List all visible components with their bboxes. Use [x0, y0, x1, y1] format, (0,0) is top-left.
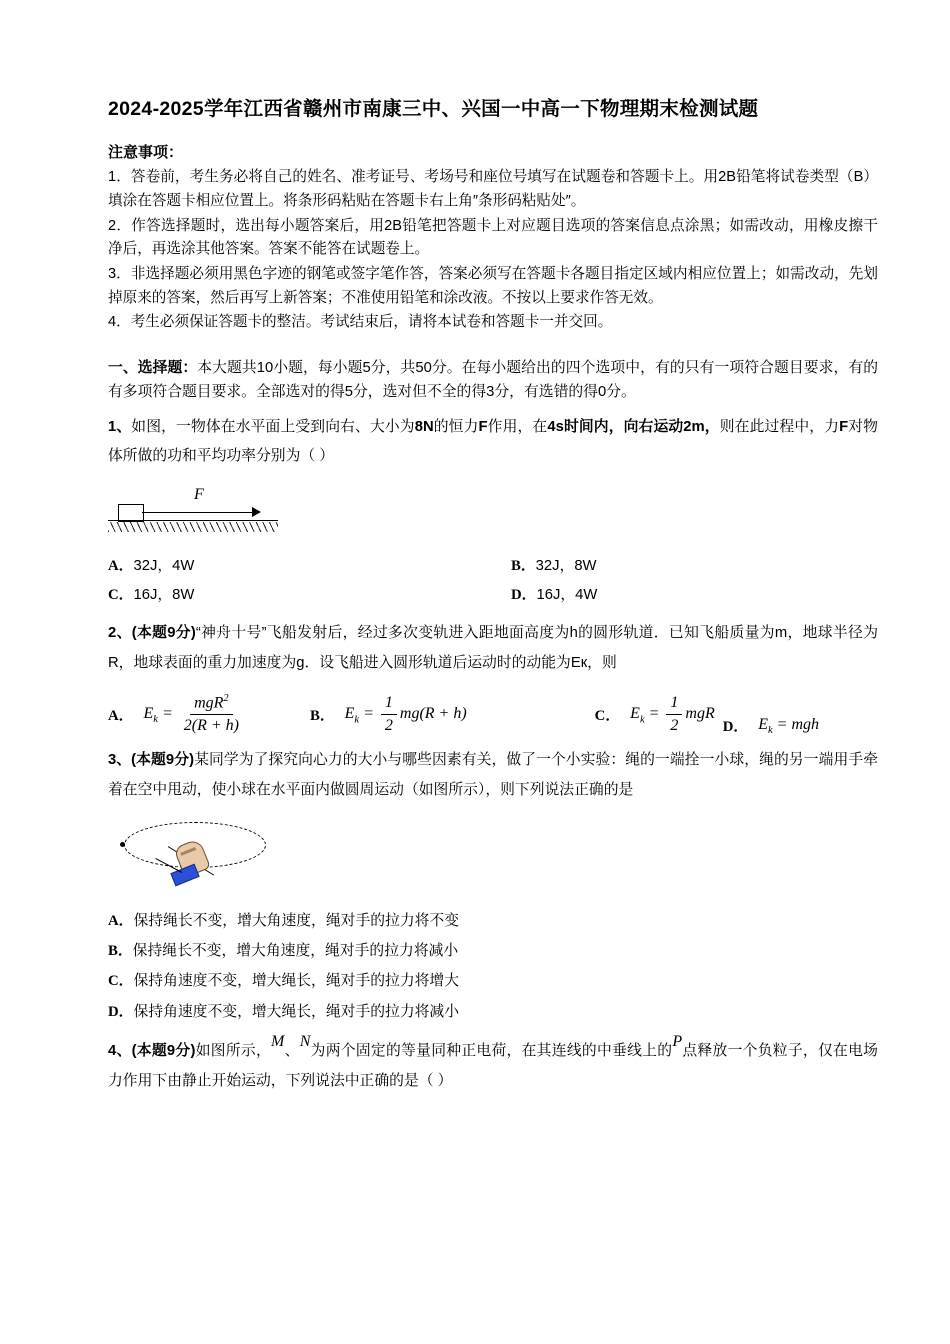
option-d-label: D．	[511, 587, 537, 604]
option-b-cell	[493, 552, 878, 582]
notice-item: 4．考生必须保证答题卡的整洁。考试结束后，请将本试卷和答题卡一并交回。	[108, 314, 613, 331]
symbol-N: N	[299, 1032, 311, 1050]
ground-line	[108, 520, 278, 521]
option-b-label: B．	[108, 943, 133, 959]
force-label-F: F	[194, 485, 204, 503]
option-d-formula	[723, 715, 819, 736]
question-3-option-b	[108, 936, 878, 966]
question-1-options-row-2	[108, 581, 878, 611]
option-b-label: B．	[511, 557, 536, 574]
question-3-body: 某同学为了探究向心力的大小与哪些因素有关，做了一个小实验：绳的一端拴一小球，绳的另一端用手牵着在空中甩动，使小球在水平面内做圆周运动（如图所示），则下列说法正确的是	[108, 752, 878, 799]
question-1-options-row-1	[108, 552, 878, 582]
option-a-formula	[108, 692, 246, 736]
option-d-label: D．	[722, 719, 749, 736]
symbol-P: P	[672, 1032, 683, 1050]
figure-ball-on-string	[112, 818, 287, 896]
question-2-options	[108, 692, 878, 736]
section-one-description: 本大题共10小题，每小题5分，共50分。在每小题给出的四个选项中，有的只有一项符合题目要求，有的有多项符合题目要求。全部选对的得5分，选对但不全的得3分，有选错的得0分。	[108, 359, 878, 401]
option-a-text: 保持绳长不变，增大角速度，绳对手的拉力将不变	[133, 912, 460, 929]
option-c-formula	[595, 693, 715, 736]
question-3-stem	[108, 746, 878, 805]
option-c-label: C．	[108, 973, 134, 990]
q1-part: 则在此过程中，力	[719, 418, 840, 435]
option-c-label: C．	[108, 587, 134, 604]
q1-part: 的恒力	[433, 418, 479, 435]
option-a-label: A．	[108, 707, 134, 724]
option-d-label: D．	[108, 1003, 134, 1020]
option-a-label: A．	[108, 912, 134, 929]
option-b-text: 32J，8W	[535, 557, 597, 574]
force-arrow-line	[142, 512, 254, 513]
q1-part: 对物体所做的功和平均功率分别为（ ）	[108, 418, 878, 465]
question-4-mid1: 、	[284, 1042, 300, 1059]
notice-item: 1．答卷前，考生务必将自己的姓名、准考证号、考场号和座位号填写在试题卷和答题卡上。用2B铅笔将试卷类型（B）填涂在答题卡相应位置上。将条形码粘贴在答题卡右上角″条形码粘贴处″。	[108, 169, 878, 209]
question-2-number: 2、	[108, 624, 132, 641]
option-c-text: 16J，8W	[133, 587, 195, 604]
question-3-option-c	[108, 966, 878, 996]
question-2-score-tag: (本题9分)	[131, 624, 196, 641]
question-3-score-tag: (本题9分)	[131, 752, 195, 769]
option-b-formula	[310, 693, 467, 736]
q1-part: 4s	[547, 418, 564, 435]
notice-item: 2．作答选择题时，选出每小题答案后，用2B铅笔把答题卡上对应题目选项的答案信息点涂黑；如需改动，用橡皮擦干净后，再选涂其他答案。答案不能答在试题卷上。	[108, 217, 878, 258]
option-a-expression: $E_k$ = $\frac{mgR^2}{2(R + h)}$	[143, 693, 239, 735]
question-1-stem	[108, 413, 878, 472]
q1-part: 作用，在	[487, 418, 548, 435]
question-2-body: “神舟十号”飞船发射后，经过多次变轨进入距地面高度为h的圆形轨道．已知飞船质量为m，地球半径为R，地球表面的重力加速度为g．设飞船进入圆形轨道后运动时的动能为Eк，则	[108, 624, 878, 671]
question-4-score-tag: (本题9分)	[131, 1042, 196, 1059]
option-c-cell	[108, 581, 493, 611]
question-1-number: 1、	[108, 418, 132, 435]
ground-hatching	[108, 522, 278, 532]
q1-part: 8N	[414, 418, 434, 435]
question-2-stem	[108, 619, 878, 678]
page-title: 2024-2025学年江西省赣州市南康三中、兴国一中高一下物理期末检测试题	[108, 98, 759, 120]
question-3-option-d	[108, 997, 878, 1027]
option-c-expression: $E_k$ = $\frac{1}{2}$ mgR	[630, 694, 715, 735]
option-b-expression: $E_k$ = $\frac{1}{2}$ mg(R + h)	[344, 694, 467, 735]
question-4-mid2: 为两个固定的等量同种正电荷，在其连线的中垂线上的	[310, 1042, 673, 1059]
section-one-intro	[108, 356, 878, 405]
section-one-heading: 一、选择题：	[108, 359, 198, 376]
option-a-text: 32J，4W	[133, 557, 195, 574]
option-d-text: 保持角速度不变，增大绳长，绳对手的拉力将减小	[133, 1003, 460, 1020]
option-a-label: A．	[108, 557, 134, 574]
option-d-expression: $E_k$ = mgh	[758, 715, 820, 737]
notice-item: 3．非选择题必须用黑色字迹的钢笔或签字笔作答，答案必须写在答题卡各题目指定区域内相应位置上；如需改动，先划掉原来的答案，然后再写上新答案；不准使用铅笔和涂改液。不按以上要求作答无效。	[108, 265, 878, 306]
q1-part: 2m，	[683, 418, 720, 435]
question-4-stem	[108, 1032, 878, 1097]
question-3-number: 3、	[108, 752, 132, 769]
notice-heading: 注意事项：	[108, 144, 184, 162]
q1-part: F	[839, 418, 849, 435]
question-4-number: 4、	[108, 1042, 132, 1059]
question-4-pre: 如图所示，	[195, 1042, 272, 1059]
option-d-cell	[493, 581, 878, 611]
q1-part: F	[478, 418, 488, 435]
option-c-label: C．	[594, 708, 621, 725]
question-3-option-a	[108, 906, 878, 936]
option-b-label: B．	[309, 708, 335, 725]
q1-part: 时间内，向右运动	[563, 418, 684, 435]
figure-block-on-surface	[108, 486, 308, 542]
symbol-M: M	[271, 1032, 285, 1050]
force-arrow-head	[252, 507, 261, 517]
option-d-text: 16J，4W	[536, 587, 598, 604]
option-b-text: 保持绳长不变，增大角速度，绳对手的拉力将减小	[132, 943, 459, 959]
option-a-cell	[108, 552, 493, 582]
option-c-text: 保持角速度不变，增大绳长，绳对手的拉力将增大	[133, 973, 460, 990]
question-4-post: 点释放一个负粒子，仅在电场力作用下由静止开始运动，下列说法中正确的是（ ）	[108, 1042, 878, 1089]
q1-part: 如图，一物体在水平面上受到向右、大小为	[131, 418, 415, 435]
ball-dot	[120, 842, 125, 847]
